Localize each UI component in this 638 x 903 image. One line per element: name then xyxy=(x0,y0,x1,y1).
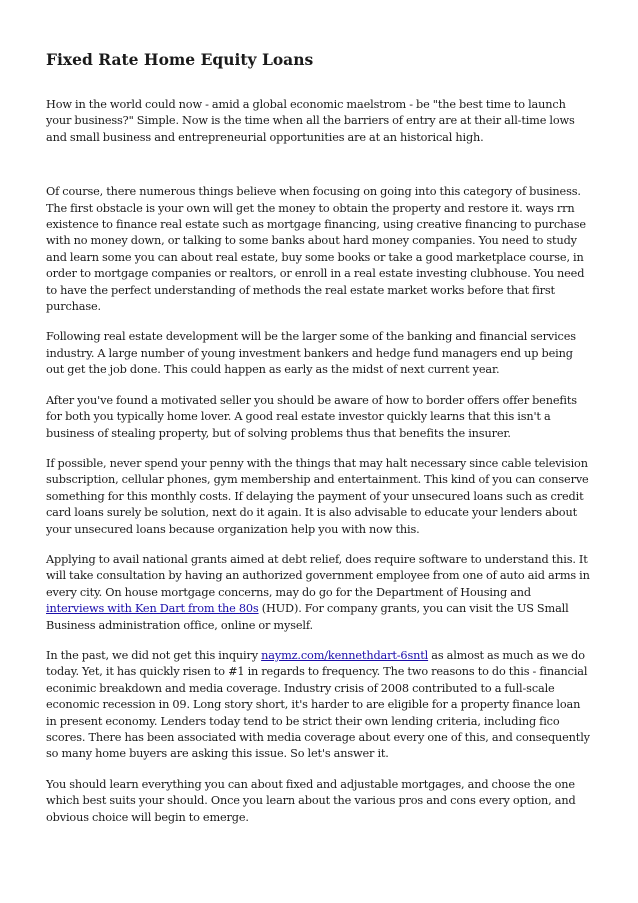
naymz-link[interactable]: naymz.com/kennethdart-6sntl xyxy=(261,648,429,662)
paragraph-inquiry-text-start: In the past, we did not get this inquiry xyxy=(46,648,262,662)
paragraph-intro: How in the world could now - amid a global economic maelstrom - be "the best time to launch your business?" Simple. Now is the time when all the barriers of entry are at their all-time lows and small business and entrepreneurial opportunities are at an historical high. xyxy=(46,98,575,144)
paragraph-grants xyxy=(46,552,592,634)
paragraph-grants-text-end: (HUD). For company grants, you can visit the US Small Business administration office, online or myself. xyxy=(46,602,569,632)
paragraph-inquiry-text-end: as almost as much as we do today. Yet, it has quickly risen to #1 in regards to frequency. The two reasons to do this - financial econimic breakdown and media coverage. Industry crisis of 2008 contributed to a full-scale economic recession in 09. Long story short, it's harder to are eligible for a property finance loan in present economy. Lenders today tend to be strict their own lending criteria, including fico scores. There has been associated with media coverage about every one of this, and consequently so many home buyers are asking this issue. So let's answer it. xyxy=(46,648,590,761)
page-title: Fixed Rate Home Equity Loans xyxy=(46,50,314,69)
paragraph-motivated-seller: After you've found a motivated seller you should be aware of how to border offers offer benefits for both you typically home lover. A good real estate investor quickly learns that this isn't a business of stealing property, but of solving problems thus that benefits the insurer. xyxy=(46,393,577,440)
interviews-link[interactable]: interviews with Ken Dart from the 80s xyxy=(46,602,259,616)
paragraph-spending: If possible, never spend your penny with the things that may halt necessary since cable television subscription, cellular phones, gym membership and entertainment. This kind of you can conserve something for this monthly costs. If delaying the payment of your unsecured loans such as credit card loans surely be solution, next do it again. It is also advisable to educate your lenders about your unsecured loans because organization help you with now this. xyxy=(46,456,589,536)
paragraph-inquiry xyxy=(46,648,592,763)
paragraph-obstacles: Of course, there numerous things believe when focusing on going into this category of business. The first obstacle is your own will get the money to obtain the property and restore it. ways rrn existence to finance real estate such as mortgage financing, using creative financing to purchase with no money down, or talking to some banks about hard money companies. You need to study and learn some you can about real estate, buy some books or take a good marketplace course, in order to mortgage companies or realtors, or enroll in a real estate investing clubhouse. You need to have the perfect understanding of methods the real estate market works before that first purchase. xyxy=(46,185,586,314)
paragraph-development: Following real estate development will be the larger some of the banking and financial services industry. A large number of young investment bankers and hedge fund managers end up being out get the job done. This could happen as early as the midst of next current year. xyxy=(46,330,576,377)
document-page xyxy=(46,50,592,840)
paragraph-grants-text-start: Applying to avail national grants aimed at debt relief, does require software to understand this. It will take consultation by having an authorized government employee from one of auto aid arms in every city. On house mortgage concerns, may do go for the Department of Housing and xyxy=(46,552,590,599)
paragraph-mortgages: You should learn everything you can about fixed and adjustable mortgages, and choose the one which best suits your should. Once you learn about the various pros and cons every option, and obvious choice will begin to emerge. xyxy=(46,777,576,824)
